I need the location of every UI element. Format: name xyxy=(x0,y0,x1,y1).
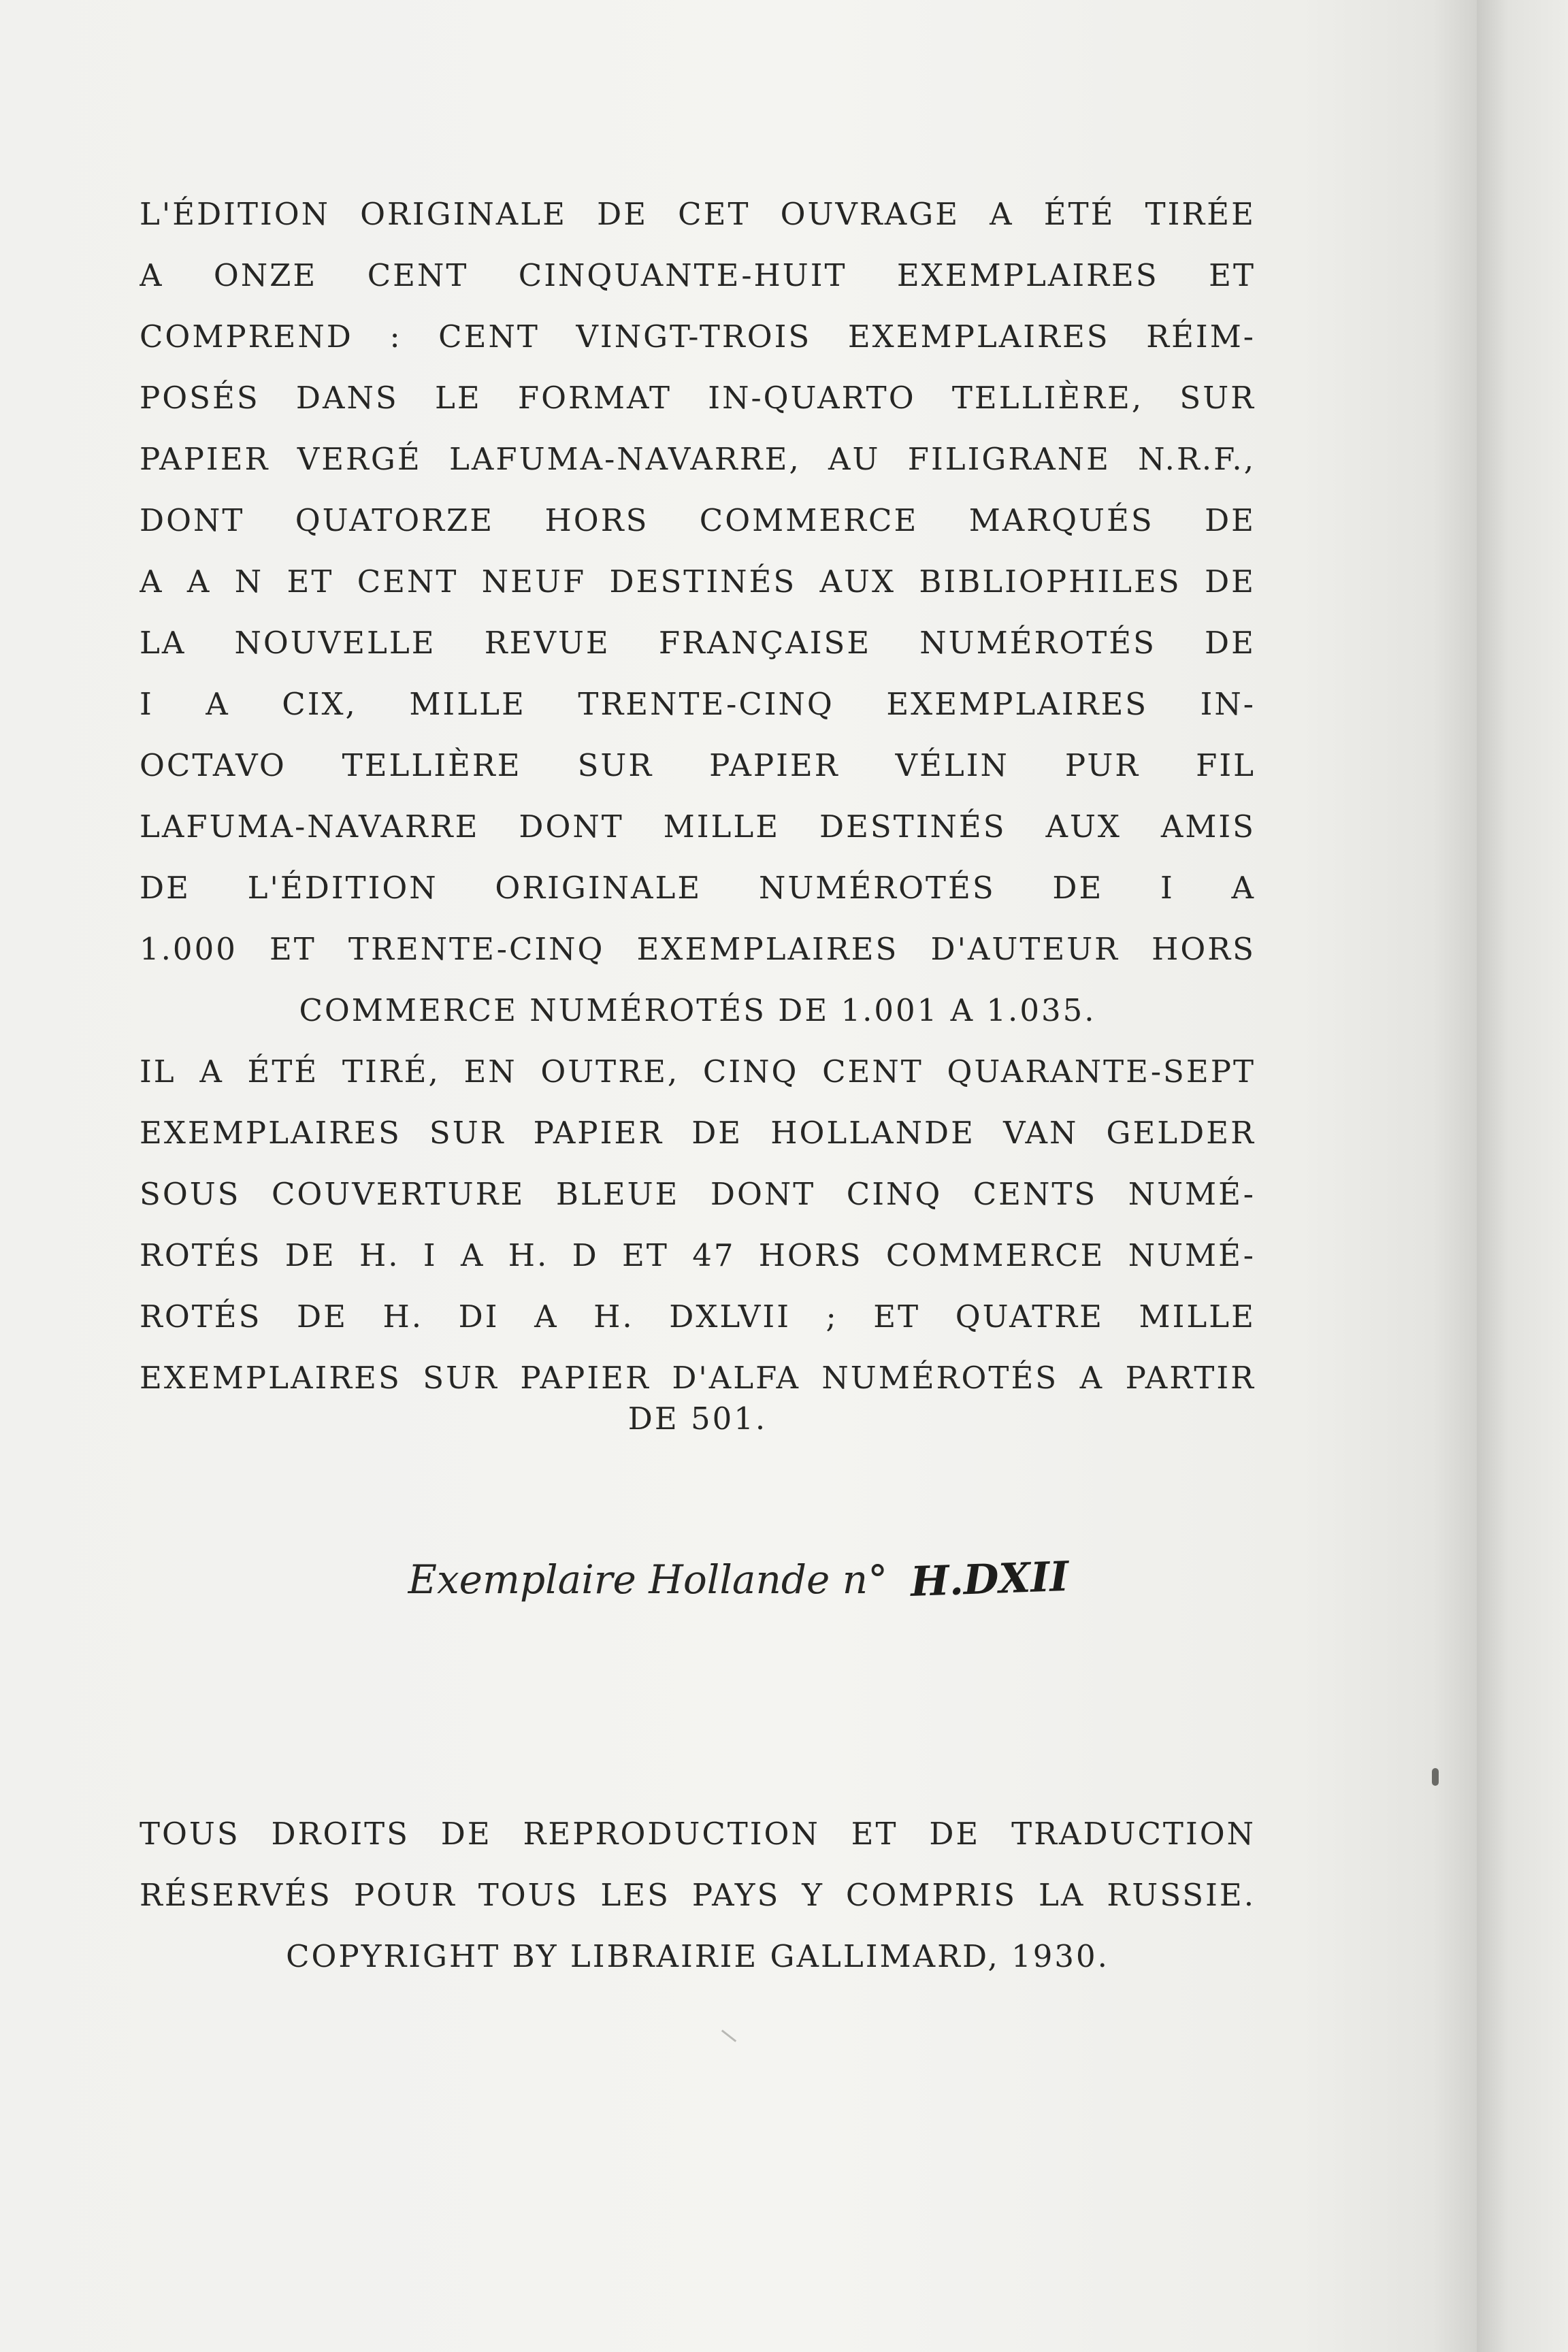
colophon-line: I A CIX, MILLE TRENTE-CINQ EXEMPLAIRES IN- xyxy=(140,686,1256,722)
colophon-line: OCTAVO TELLIÈRE SUR PAPIER VÉLIN PUR FIL xyxy=(140,747,1256,783)
colophon-line: A A N ET CENT NEUF DESTINÉS AUX BIBLIOPHILES DE xyxy=(140,564,1256,600)
colophon-line: ROTÉS DE H. DI A H. DXLVII ; ET QUATRE MILLE xyxy=(140,1298,1256,1335)
colophon-line: SOUS COUVERTURE BLEUE DONT CINQ CENTS NUMÉ- xyxy=(140,1176,1256,1212)
colophon-line: DONT QUATORZE HORS COMMERCE MARQUÉS DE xyxy=(140,502,1256,538)
colophon-line: LAFUMA-NAVARRE DONT MILLE DESTINÉS AUX AMIS xyxy=(140,808,1256,845)
colophon-line: PAPIER VERGÉ LAFUMA-NAVARRE, AU FILIGRANE N.R.F., xyxy=(140,441,1256,477)
colophon-line: POSÉS DANS LE FORMAT IN-QUARTO TELLIÈRE, SUR xyxy=(140,380,1256,416)
copy-number xyxy=(0,1552,1477,1607)
copy-number-label: Exemplaire Hollande n° xyxy=(408,1556,888,1603)
copyright-line: COPYRIGHT BY LIBRAIRIE GALLIMARD, 1930. xyxy=(286,1938,1109,1974)
paper-mark xyxy=(721,2029,736,2042)
colophon-line: IL A ÉTÉ TIRÉ, EN OUTRE, CINQ CENT QUARANTE-SEPT xyxy=(140,1054,1256,1090)
colophon-line: EXEMPLAIRES SUR PAPIER DE HOLLANDE VAN GELDER xyxy=(140,1115,1256,1151)
copy-number-stamp: H.DXII xyxy=(909,1552,1070,1607)
colophon-line: A ONZE CENT CINQUANTE-HUIT EXEMPLAIRES ET xyxy=(140,257,1256,293)
colophon-line: DE L'ÉDITION ORIGINALE NUMÉROTÉS DE I A xyxy=(140,870,1256,906)
rights-line: TOUS DROITS DE REPRODUCTION ET DE TRADUCTION xyxy=(140,1816,1256,1852)
rights-line: RÉSERVÉS POUR TOUS LES PAYS Y COMPRIS LA RUSSIE. xyxy=(140,1877,1256,1913)
page-notch xyxy=(1432,1768,1439,1786)
colophon-line: L'ÉDITION ORIGINALE DE CET OUVRAGE A ÉTÉ TIRÉE xyxy=(140,196,1256,232)
page-edge-shadow xyxy=(1477,0,1568,2352)
colophon-line: EXEMPLAIRES SUR PAPIER D'ALFA NUMÉROTÉS A PARTIR xyxy=(140,1360,1256,1396)
colophon-line: ROTÉS DE H. I A H. D ET 47 HORS COMMERCE NUMÉ- xyxy=(140,1237,1256,1273)
colophon-line: 1.000 ET TRENTE-CINQ EXEMPLAIRES D'AUTEUR HORS xyxy=(140,931,1256,967)
colophon-line: LA NOUVELLE REVUE FRANÇAISE NUMÉROTÉS DE xyxy=(140,625,1256,661)
colophon-line-centered: COMMERCE NUMÉROTÉS DE 1.001 A 1.035. xyxy=(299,992,1096,1028)
colophon-line-centered: DE 501. xyxy=(627,1401,768,1437)
colophon-line: COMPREND : CENT VINGT-TROIS EXEMPLAIRES RÉIM- xyxy=(140,318,1256,355)
